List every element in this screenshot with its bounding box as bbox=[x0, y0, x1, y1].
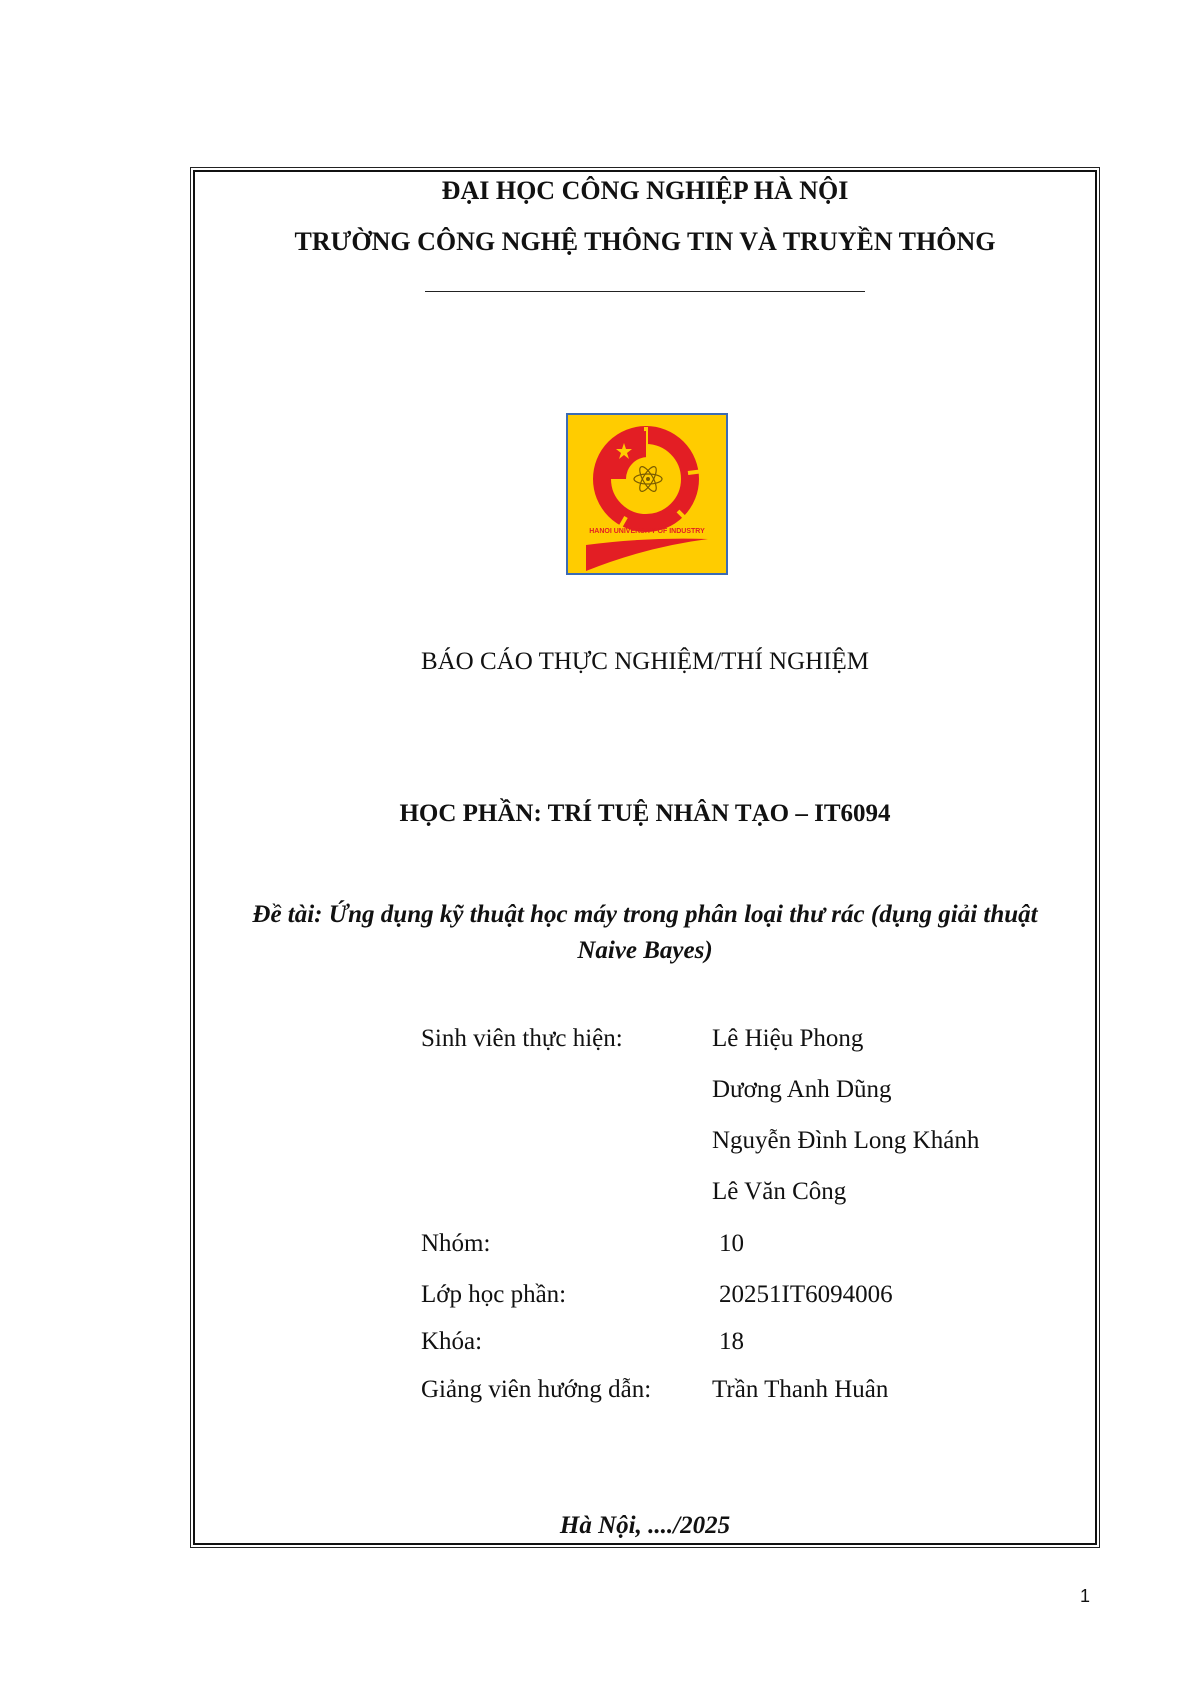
students-label: Sinh viên thực hiện: bbox=[421, 1025, 623, 1052]
student-name: Nguyễn Đình Long Khánh bbox=[712, 1127, 980, 1154]
place-date: Hà Nội, ..../2025 bbox=[559, 1512, 731, 1539]
header-divider bbox=[425, 291, 865, 292]
student-name: Dương Anh Dũng bbox=[712, 1076, 892, 1103]
group-value: 10 bbox=[719, 1230, 744, 1257]
group-label: Nhóm: bbox=[421, 1230, 491, 1257]
topic-text: Ứng dụng kỹ thuật học máy trong phân loại thư rác (dụng giải thuật Naive Bayes) bbox=[328, 901, 1038, 964]
lecturer-label: Giảng viên hướng dẫn: bbox=[421, 1376, 652, 1403]
report-title: BÁO CÁO THỰC NGHIỆM/THÍ NGHIỆM bbox=[420, 648, 870, 675]
class-label: Lớp học phần: bbox=[421, 1281, 567, 1308]
class-value: 20251IT6094006 bbox=[719, 1281, 893, 1308]
cohort-value: 18 bbox=[719, 1328, 744, 1355]
topic bbox=[220, 897, 1070, 969]
page-number: 1 bbox=[1080, 1586, 1091, 1606]
school-title: TRƯỜNG CÔNG NGHỆ THÔNG TIN VÀ TRUYỀN THÔNG bbox=[294, 227, 996, 256]
university-title: ĐẠI HỌC CÔNG NGHIỆP HÀ NỘI bbox=[441, 176, 849, 205]
cohort-label: Khóa: bbox=[421, 1328, 483, 1355]
course-title: HỌC PHẦN: TRÍ TUỆ NHÂN TẠO – IT6094 bbox=[399, 800, 891, 827]
svg-text:HANOI UNIVERSITY OF INDUSTRY: HANOI UNIVERSITY OF INDUSTRY bbox=[589, 528, 705, 535]
lecturer-value: Trần Thanh Huân bbox=[712, 1376, 889, 1403]
student-name: Lê Hiệu Phong bbox=[712, 1025, 864, 1052]
page-border-inner bbox=[193, 170, 1097, 1545]
topic-label: Đề tài: bbox=[252, 901, 323, 928]
hanoi-university-of-industry-logo-icon bbox=[566, 413, 728, 575]
student-name: Lê Văn Công bbox=[712, 1178, 847, 1205]
